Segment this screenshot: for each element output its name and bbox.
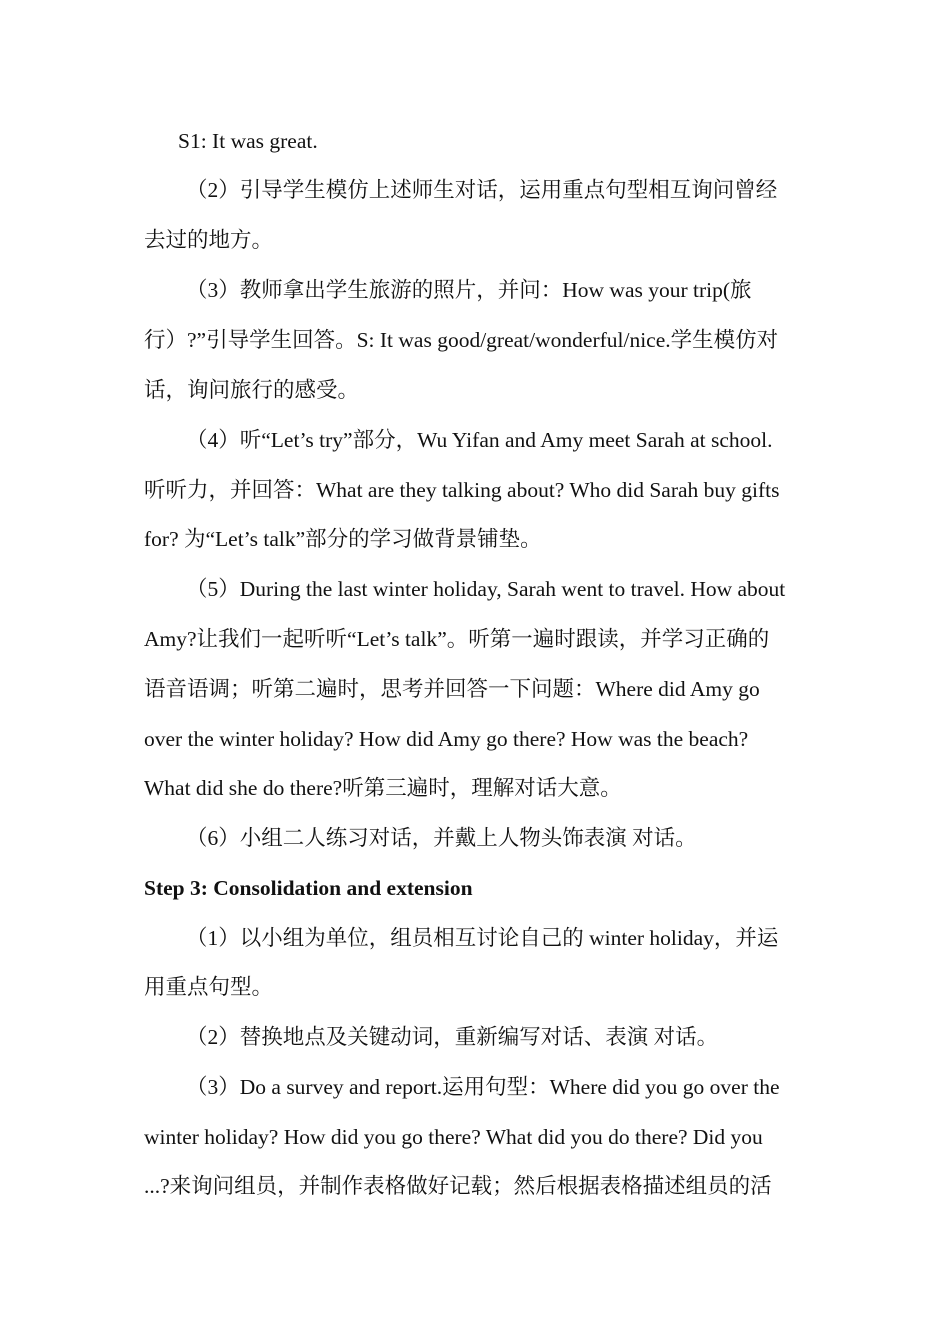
- consolidation-item-3-line-3: ...?来询问组员，并制作表格做好记载；然后根据表格描述组员的活: [144, 1174, 772, 1198]
- dialogue-line-s1: S1: It was great.: [178, 129, 318, 153]
- consolidation-item-1-line-1: （1）以小组为单位，组员相互讨论自己的 winter holiday，并运: [186, 926, 779, 950]
- step-item-3-line-3: 话，询问旅行的感受。: [144, 378, 360, 402]
- step-item-4-line-3: for? 为“Let’s talk”部分的学习做背景铺垫。: [144, 527, 542, 551]
- step-item-4-line-2: 听听力，并回答：What are they talking about? Who did Sarah buy gifts: [144, 478, 780, 502]
- step-item-5-line-4: over the winter holiday? How did Amy go there? How was the beach?: [144, 727, 749, 751]
- step-item-5-line-5: What did she do there?听第三遍时，理解对话大意。: [144, 776, 622, 800]
- consolidation-item-3-line-1: （3）Do a survey and report.运用句型：Where did you go over the: [186, 1075, 780, 1099]
- consolidation-item-3-line-2: winter holiday? How did you go there? What did you do there? Did you: [144, 1125, 763, 1149]
- step-item-3-line-2: 行）?”引导学生回答。S: It was good/great/wonderful/nice.学生模仿对: [144, 328, 779, 352]
- step-item-5-line-1: （5）During the last winter holiday, Sarah went to travel. How about: [186, 577, 786, 601]
- step-item-2-line-1: （2）引导学生模仿上述师生对话，运用重点句型相互询问曾经: [186, 178, 778, 202]
- step-item-3-line-1: （3）教师拿出学生旅游的照片，并问：How was your trip(旅: [186, 278, 752, 302]
- section-heading-step-3: Step 3: Consolidation and extension: [144, 876, 473, 900]
- step-item-5-line-2: Amy?让我们一起听听“Let’s talk”。听第一遍时跟读，并学习正确的: [144, 627, 770, 651]
- consolidation-item-2-line-1: （2）替换地点及关键动词，重新编写对话、表演 对话。: [186, 1025, 719, 1049]
- step-item-2-line-2: 去过的地方。: [144, 228, 274, 252]
- consolidation-item-1-line-2: 用重点句型。: [144, 975, 274, 999]
- step-item-5-line-3: 语音语调；听第二遍时，思考并回答一下问题：Where did Amy go: [144, 677, 760, 701]
- step-item-4-line-1: （4）听“Let’s try”部分，Wu Yifan and Amy meet Sarah at school.: [186, 428, 773, 452]
- step-item-6-line-1: （6）小组二人练习对话，并戴上人物头饰表演 对话。: [186, 826, 697, 850]
